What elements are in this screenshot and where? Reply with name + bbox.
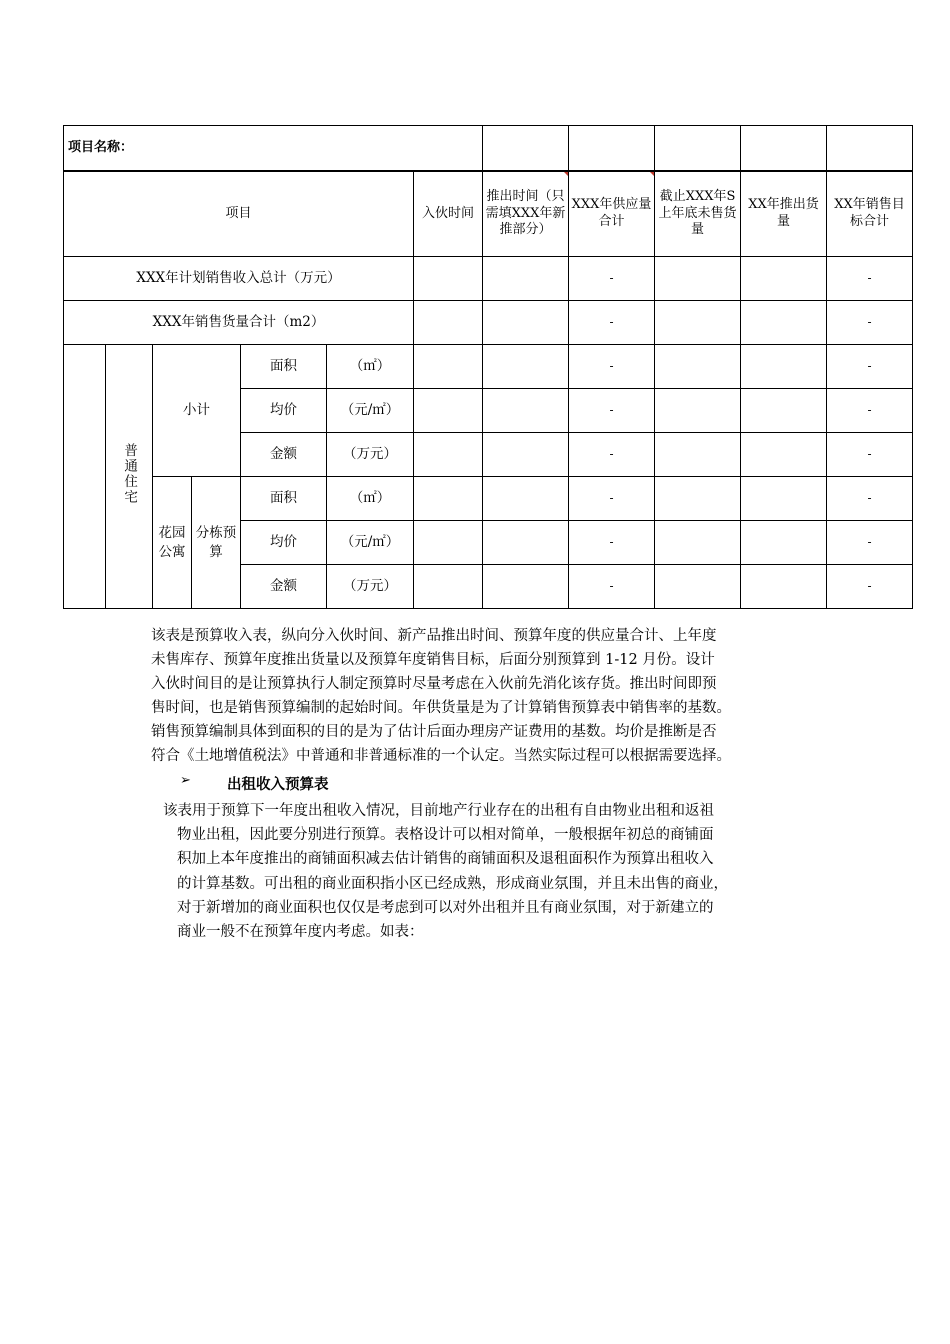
table-cell (483, 257, 569, 301)
table-cell (741, 565, 827, 609)
table-cell (483, 433, 569, 477)
sales-budget-table (63, 125, 913, 609)
table-cell (414, 565, 483, 609)
residential-label-cell (106, 345, 153, 609)
paragraph-2-line: 商业一般不在预算年度内考虑。如表： (177, 924, 424, 940)
table-row (64, 301, 913, 345)
table-cell (414, 345, 483, 389)
metric-amount: 金额 (241, 433, 327, 477)
residential-label: 普通住宅 (121, 442, 138, 505)
table-cell (483, 521, 569, 565)
table-cell (741, 389, 827, 433)
paragraph-2-line: 对于新增加的商业面积也仅仅是考虑到可以对外出租并且有商业氛围，对于新建立的 (177, 900, 714, 916)
table-cell (741, 433, 827, 477)
table-cell (483, 389, 569, 433)
table-cell (414, 521, 483, 565)
empty-cell (827, 126, 913, 172)
table-cell (414, 301, 483, 345)
table-cell: - (827, 433, 913, 477)
table-cell (655, 433, 741, 477)
table-cell: - (569, 301, 655, 345)
table-cell (414, 257, 483, 301)
metric-area: 面积 (241, 345, 327, 389)
header-move-in: 入伙时间 (414, 171, 483, 257)
arrow-bullet-icon: ➢ (180, 773, 191, 788)
table-cell: - (569, 257, 655, 301)
table-row (64, 345, 913, 389)
unit-avg-price: （元/㎡） (327, 389, 414, 433)
table-cell (483, 301, 569, 345)
header-launch-time: 推出时间（只需填XXX年新推部分） (483, 171, 569, 257)
table-row (64, 257, 913, 301)
unit-amount: （万元） (327, 565, 414, 609)
metric-area: 面积 (241, 477, 327, 521)
table-cell (655, 565, 741, 609)
table-cell (655, 345, 741, 389)
empty-cell (741, 126, 827, 172)
table-cell (655, 389, 741, 433)
table-cell (655, 477, 741, 521)
table-cell (414, 433, 483, 477)
table-cell (741, 521, 827, 565)
paragraph-1-line: 销售预算编制具体到面积的目的是为了估计后面办理房产证费用的基数。均价是推断是否 (151, 724, 717, 740)
table-cell (655, 521, 741, 565)
paragraph-1-line: 该表是预算收入表，纵向分入伙时间、新产品推出时间、预算年度的供应量合计、上年度 (151, 628, 717, 644)
unit-amount: （万元） (327, 433, 414, 477)
empty-cell (569, 126, 655, 172)
table-cell: - (827, 257, 913, 301)
garden-apt-label: 花园公寓 (153, 477, 192, 609)
header-item: 项目 (64, 171, 414, 257)
paragraph-1-line: 符合《土地增值税法》中普通和非普通标准的一个认定。当然实际过程可以根据需要选择。 (151, 748, 731, 764)
table-cell: - (569, 521, 655, 565)
metric-avg-price: 均价 (241, 389, 327, 433)
empty-cell (64, 345, 106, 609)
paragraph-1-line: 入伙时间目的是让预算执行人制定预算时尽量考虑在入伙前先消化该存货。推出时间即预 (151, 676, 717, 692)
unit-area: （㎡） (327, 477, 414, 521)
paragraph-2-line: 积加上本年度推出的商铺面积减去估计销售的商铺面积及退租面积作为预算出租收入 (177, 851, 714, 867)
metric-avg-price: 均价 (241, 521, 327, 565)
table-row (64, 477, 913, 521)
table-cell: - (569, 477, 655, 521)
paragraph-2-line: 物业出租，因此要分别进行预算。表格设计可以相对简单，一般根据年初总的商铺面 (177, 827, 714, 843)
table-cell: - (827, 301, 913, 345)
table-cell (741, 345, 827, 389)
table-cell: - (827, 345, 913, 389)
table-cell (483, 565, 569, 609)
table-cell (655, 301, 741, 345)
title-row (64, 126, 913, 172)
paragraph-2-line: 该表用于预算下一年度出租收入情况，目前地产行业存在的出租有自由物业出租和返祖 (163, 803, 714, 819)
table-cell (483, 345, 569, 389)
table-cell: - (827, 477, 913, 521)
table-cell: - (569, 389, 655, 433)
header-row (64, 171, 913, 257)
project-name-label: 项目名称： (64, 126, 483, 172)
unit-avg-price: （元/㎡） (327, 521, 414, 565)
table-cell (741, 257, 827, 301)
section-heading-text: 出租收入预算表 (227, 777, 329, 793)
paragraph-1-line: 售时间，也是销售预算编制的起始时间。年供货量是为了计算销售预算表中销售率的基数。 (151, 700, 731, 716)
table-cell: - (827, 389, 913, 433)
row-label-stock-total: XXX年销售货量合计（m2） (64, 301, 414, 345)
table-cell (414, 389, 483, 433)
table-cell: - (827, 521, 913, 565)
table-cell (741, 301, 827, 345)
table-cell (414, 477, 483, 521)
table-cell (655, 257, 741, 301)
unit-area: （㎡） (327, 345, 414, 389)
by-building-label: 分栋预算 (192, 477, 241, 609)
paragraph-2-line: 的计算基数。可出租的商业面积指小区已经成熟，形成商业氛围，并且未出售的商业， (177, 876, 728, 892)
paragraph-1-line: 未售库存、预算年度推出货量以及预算年度销售目标，后面分别预算到 1-12 月份。设计 (151, 652, 715, 668)
metric-amount: 金额 (241, 565, 327, 609)
budget-table-container (63, 125, 912, 609)
table-cell (741, 477, 827, 521)
header-unsold-stock: 截止XXX年S上年底未售货量 (655, 171, 741, 257)
header-supply-total: XXX年供应量合计 (569, 171, 655, 257)
table-cell: - (569, 433, 655, 477)
row-label-plan-income: XXX年计划销售收入总计（万元） (64, 257, 414, 301)
header-launch-stock: XX年推出货量 (741, 171, 827, 257)
table-cell: - (569, 345, 655, 389)
table-cell: - (827, 565, 913, 609)
table-cell (483, 477, 569, 521)
table-cell: - (569, 565, 655, 609)
empty-cell (655, 126, 741, 172)
header-sales-target: XX年销售目标合计 (827, 171, 913, 257)
subtotal-label: 小计 (153, 345, 241, 477)
empty-cell (483, 126, 569, 172)
